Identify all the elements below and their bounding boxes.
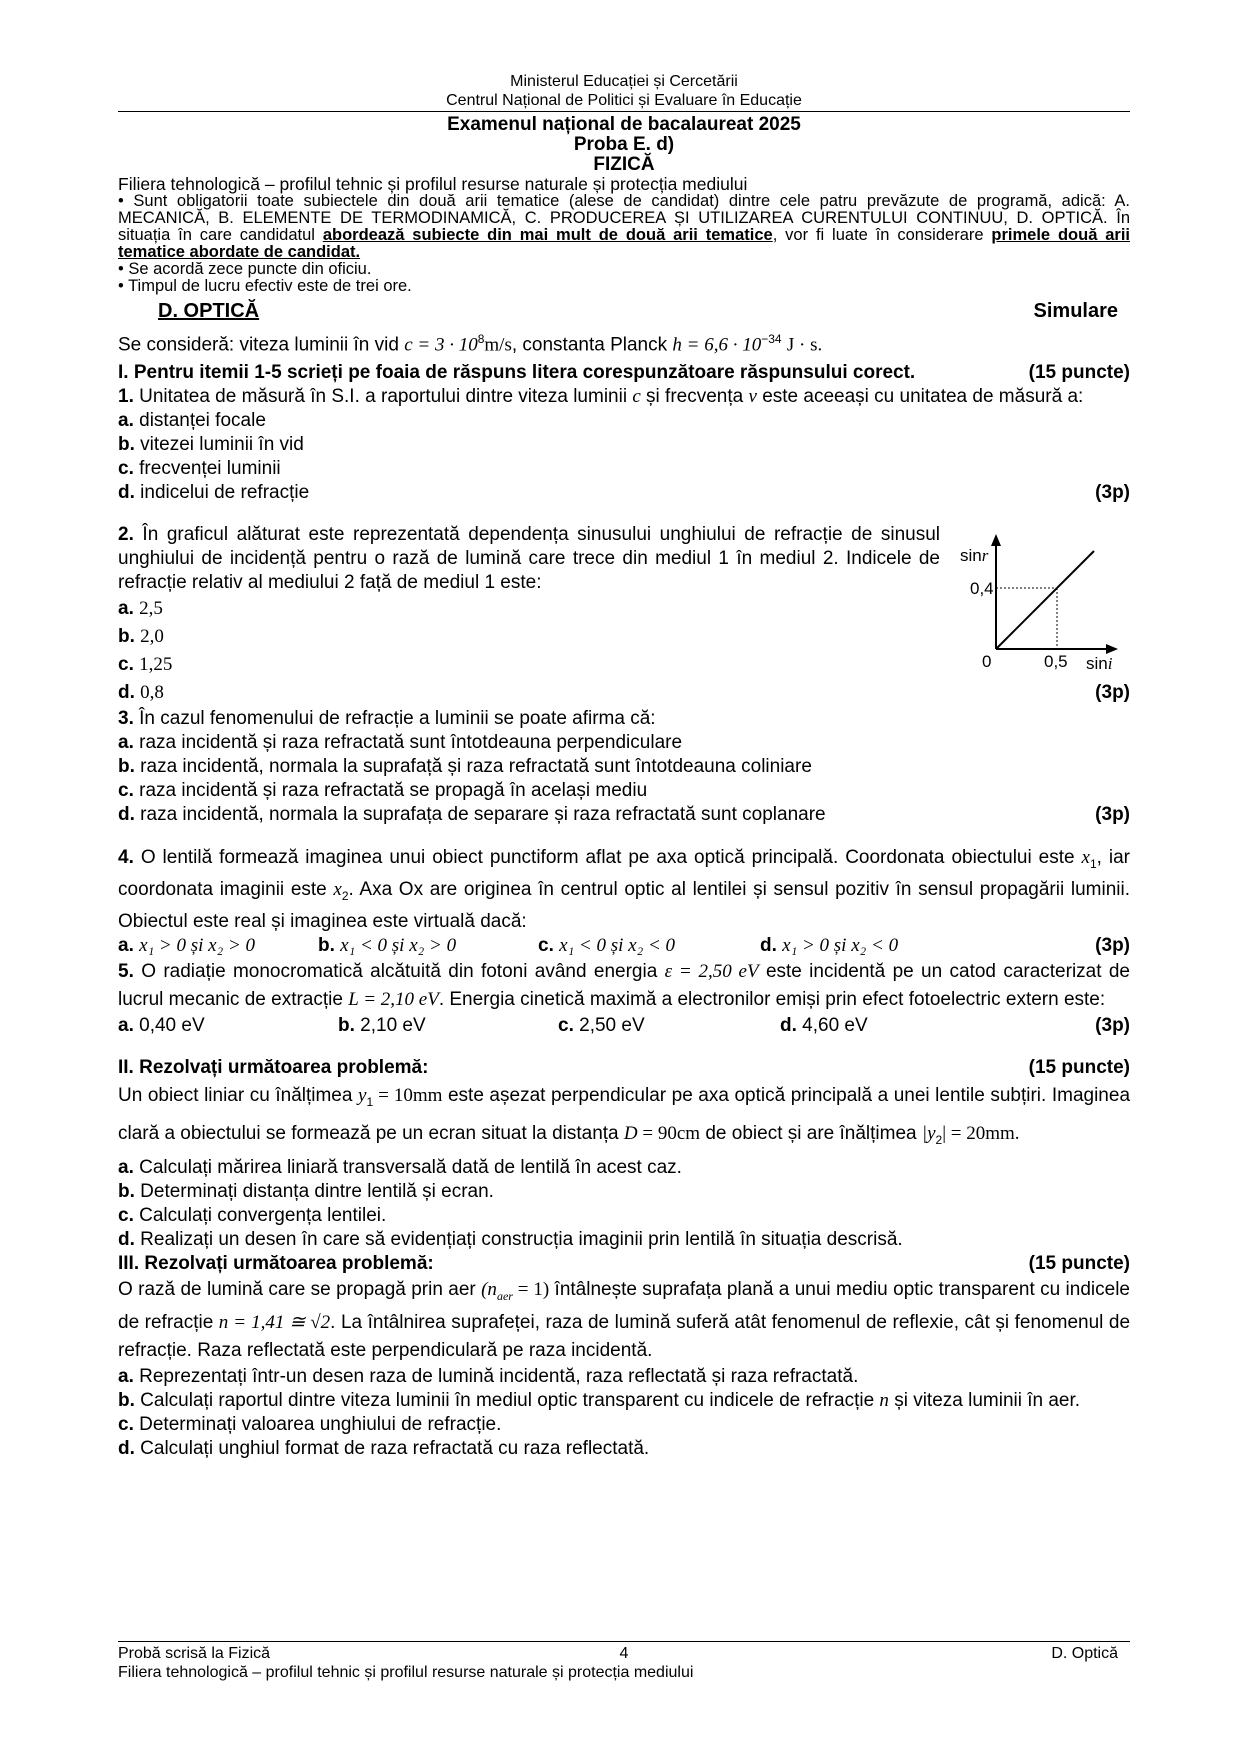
q5-options: a. 0,40 eV b. 2,10 eV c. 2,50 eV d. 4,60 eV (3p) — [118, 1014, 1130, 1036]
part2-item-c: c. Calculați convergența lentilei. — [118, 1204, 387, 1226]
footer-right: D. Optică — [1051, 1645, 1118, 1662]
part3-text: O rază de lumină care se propagă prin aer $(n_{aer} = 1)$ întâlnește suprafața plană a unui mediu optic transparent cu indicele de refracție n = 1,41 ≅ √2. La întâlnirea suprafeței, raza de lumină suferă atât fenomenul de reflexie, cât și fenomenul de refracție. Raza reflectată este perpendiculară pe raza incidentă. — [118, 1278, 1131, 1362]
exam-rules: • Sunt obligatorii toate subiectele din două arii tematice (alese de candidat) dintre cele patru prevăzute de programă, adică: A. MECANICĂ, B. ELEMENTE DE TERMODINAMICĂ, C. PRODUCEREA ȘI UTILIZAREA CURENTULUI CONTINUU, D. OPTICĂ. În situația în care candidatul abordează subiecte din mai mult de două arii tematice, vor fi luate în considerare primele două arii tematice abordate de candidat. — [118, 192, 1131, 261]
q5-text: 5. O radiație monocromatică alcătuită din fotoni având energia ε = 2,50 eV este incidentă pe un catod caracterizat de lucrul mecanic de extracție L = 2,10 eV. Energia cinetică maximă a electronilor emiși prin efect fotoelectric extern este: — [118, 960, 1130, 1010]
center-name: Centrul Național de Politici și Evaluare în Educație — [446, 92, 802, 109]
x-axis-arrow-icon — [1106, 644, 1118, 654]
exam-filiera: Filiera tehnologică – profilul tehnic și profilul resurse naturale și protecția mediului — [118, 174, 748, 194]
q2-option-c: c. 1,25 — [118, 654, 173, 676]
footer-filiera: Filiera tehnologică – profilul tehnic și profilul resurse naturale și protecția mediului — [118, 1664, 694, 1681]
exam-proba: Proba E. d) — [573, 134, 675, 155]
q2-option-d: d. 0,8 (3p) — [118, 682, 1130, 704]
part1-heading: I. Pentru itemii 1-5 scrieți pe foaia de răspuns litera corespunzătoare răspunsului corect. (15 puncte) — [118, 362, 1130, 384]
q5-option-c: c. 2,50 eV — [558, 1014, 645, 1036]
part3-item-c: c. Determinați valoarea unghiului de refracție. — [118, 1414, 502, 1436]
y-axis-arrow-icon — [991, 534, 1001, 546]
q3-option-b: b. raza incidentă, normala la suprafață și raza refractată sunt întotdeauna coliniare — [118, 756, 812, 778]
ministry-name: Ministerul Educației și Cercetării — [510, 73, 738, 90]
header-divider — [118, 111, 1130, 112]
rule-time: • Timpul de lucru efectiv este de trei ore. — [118, 277, 412, 295]
part2-item-b: b. Determinați distanța dintre lentilă și ecran. — [118, 1180, 494, 1202]
part2-text: Un obiect liniar cu înălțimea $y_1 = 10mm$ este așezat perpendicular pe axa optică principală a unei lentile subțiri. Imaginea clară a obiectului se formează pe un ecran situat la distanța D = 90cm de obiect și are înălțimea $|y_2| = 20mm$. — [118, 1084, 1131, 1147]
rule-points: • Se acordă zece puncte din oficiu. — [118, 260, 372, 278]
part3-item-d: d. Calculați unghiul format de raza refractată cu raza reflectată. — [118, 1438, 650, 1460]
x-tick-label: 0,5 — [1044, 652, 1068, 672]
q3-option-a: a. raza incidentă și raza refractată sunt întotdeauna perpendiculare — [118, 732, 683, 754]
simulare-tag: Simulare — [1033, 300, 1118, 322]
q1-option-d: d. indicelui de refracție (3p) — [118, 482, 1130, 504]
q2-text: 2. În graficul alăturat este reprezentată dependența sinusului unghiului de refracție de sinusul unghiului de incidență pentru o rază de lumină care trece din mediul 1 în mediul 2. Indicele de refracție relativ al mediului 2 față de mediul 1 este: — [118, 524, 940, 594]
q5-option-b: b. 2,10 eV — [338, 1014, 426, 1036]
q1-text: 1. Unitatea de măsură în S.I. a raportului dintre viteza luminii c și frecvența ν este aceeași cu unitatea de măsură a: — [118, 386, 1084, 408]
q2-option-b: b. 2,0 — [118, 626, 164, 648]
q3-text: 3. În cazul fenomenului de refracție a luminii se poate afirma că: — [118, 708, 656, 730]
section-heading — [118, 299, 1130, 323]
q4-text: 4. O lentilă formează imaginea unui obiect punctiform aflat pe axa optică principală. Coordonata obiectului este $x_1$, iar coordonata imaginii este $x_2$. Axa Ox are originea în centrul optic al lentilei și sensul pozitiv în sensul propagării luminii. Obiectul este real și imaginea este virtuală dacă: — [118, 847, 1130, 932]
y-axis-label: sinr — [960, 546, 989, 566]
q1-option-c: c. frecvenței luminii — [118, 458, 281, 480]
part2-heading: II. Rezolvați următoarea problemă: (15 puncte) — [118, 1056, 1130, 1078]
part3-item-a: a. Reprezentați într-un desen raza de lumină incidentă, raza reflectată și raza refractată. — [118, 1366, 859, 1388]
q2-option-a: a. 2,5 — [118, 598, 163, 620]
page-footer — [118, 1640, 1130, 1682]
rule-emphasis-1: abordează subiecte din mai mult de două arii tematice — [322, 226, 773, 244]
q3-option-c: c. raza incidentă și raza refractată se propagă în același mediu — [118, 780, 648, 802]
footer-left: Probă scrisă la Fizică — [118, 1645, 271, 1662]
section-title: D. OPTICĂ — [158, 300, 260, 322]
rule-emphasis-2: primele două arii tematice abordate de candidat. — [118, 226, 1131, 261]
q3-option-d: d. raza incidentă, normala la suprafața de separare și raza refractată sunt coplanare (3p) — [118, 804, 1130, 826]
q4-option-c: c. x₁ < 0 și x₂ < 0 — [538, 934, 676, 956]
constants-line: Se consideră: viteza luminii în vid $c = 3 \cdot 10^8m/s$, constanta Planck $h = 6,6 \cdot 10^{-34}$ J · s. — [118, 332, 823, 356]
q1-option-b: b. vitezei luminii în vid — [118, 434, 304, 456]
q5-option-d: d. 4,60 eV — [780, 1014, 868, 1036]
q2-block — [118, 523, 1130, 705]
exam-page — [118, 72, 1130, 1461]
q4-options: a. x₁ > 0 și x₂ > 0 b. x₁ < 0 și x₂ > 0 c. x₁ < 0 și x₂ < 0 d. x₁ > 0 și x₂ < 0 (3p) — [118, 934, 1130, 956]
part2-item-d: d. Realizați un desen în care să evidențiați construcția imaginii prin lentilă în situația descrisă. — [118, 1228, 903, 1250]
q5-option-a: a. 0,40 eV — [118, 1014, 205, 1036]
part2-item-a: a. Calculați mărirea liniară transversală dată de lentilă în acest caz. — [118, 1156, 682, 1178]
q4-option-d: d. x₁ > 0 și x₂ < 0 — [760, 934, 899, 956]
part3-item-b: b. Calculați raportul dintre viteza luminii în mediul optic transparent cu indicele de refracție n și viteza luminii în aer. — [118, 1390, 1081, 1412]
q1-option-a: a. distanței focale — [118, 410, 266, 432]
sin-graph — [960, 531, 1130, 671]
page-number: 4 — [619, 1645, 629, 1662]
q4-option-b: b. x₁ < 0 și x₂ > 0 — [318, 934, 457, 956]
exam-subject: FIZICĂ — [593, 154, 655, 175]
data-line — [996, 551, 1094, 649]
origin-label: 0 — [982, 652, 992, 672]
q4-option-a: a. x₁ > 0 și x₂ > 0 — [118, 934, 256, 956]
part3-heading: III. Rezolvați următoarea problemă: (15 puncte) — [118, 1252, 1130, 1274]
x-axis-label: sini — [1086, 654, 1113, 672]
y-tick-label: 0,4 — [970, 579, 994, 599]
exam-title: Examenul național de bacalaureat 2025 — [447, 114, 801, 135]
footer-divider — [118, 1641, 1130, 1642]
